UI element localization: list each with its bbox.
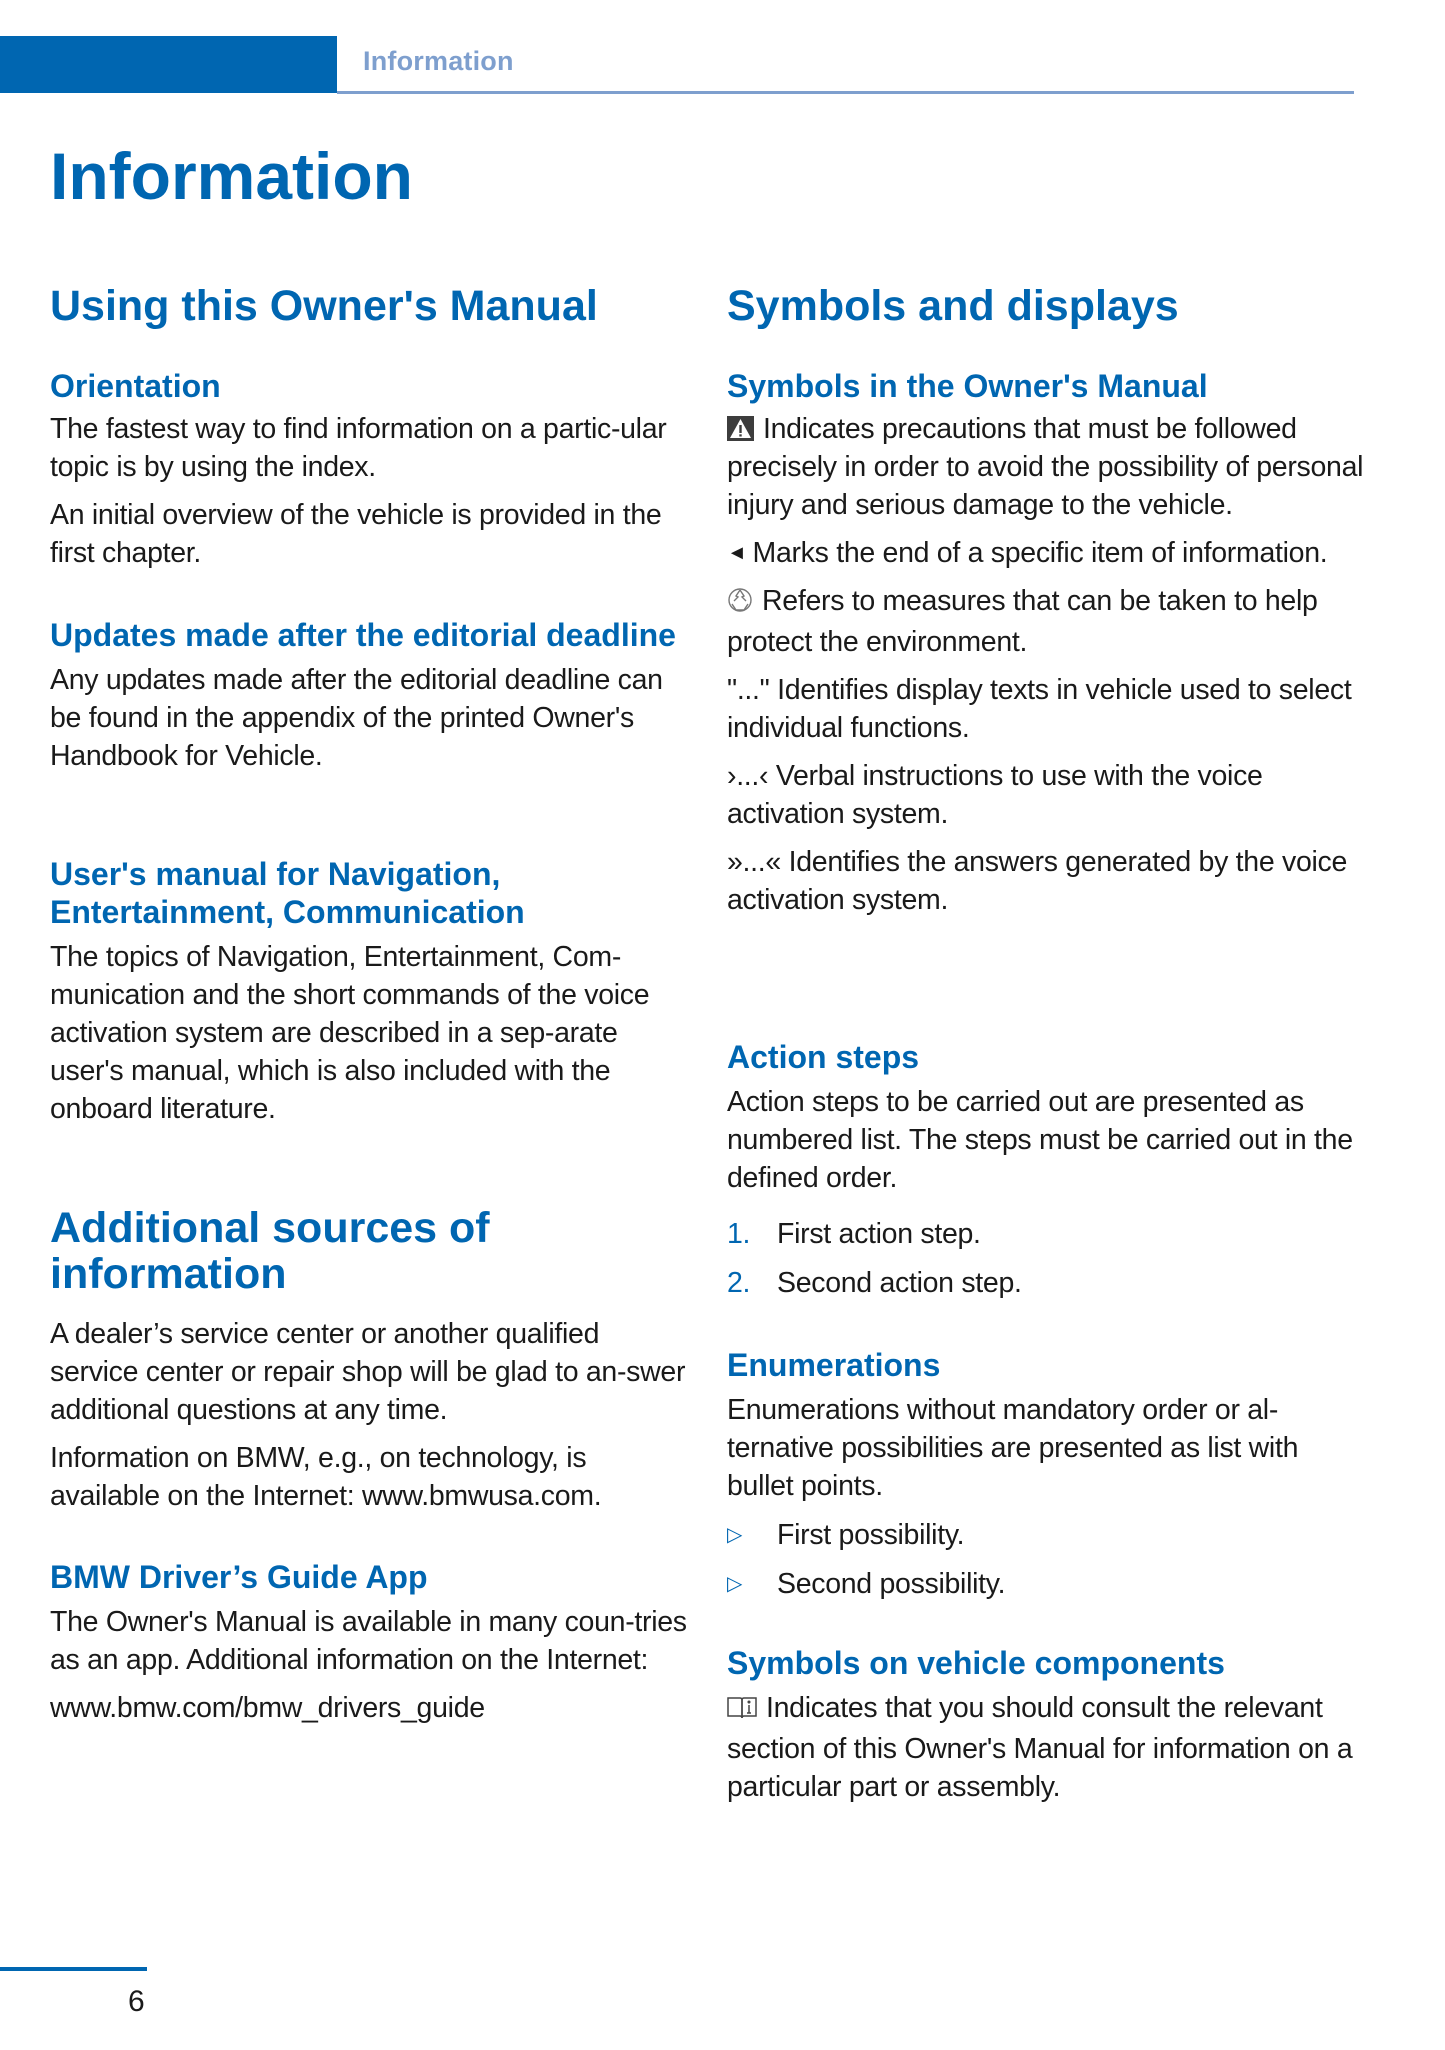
- symbol-item-verbal-text: Verbal instructions to use with the voice activation system.: [727, 760, 1263, 830]
- recycling-icon: [727, 585, 753, 623]
- subsection-title-nav-manual: User's manual for Navigation, Entertainment, Communication: [50, 856, 525, 930]
- subsection-action-steps: [727, 1038, 1367, 1302]
- symbol-item-display-text: [727, 671, 1367, 747]
- bullet-list-item: [727, 1516, 1367, 1554]
- section-title-symbols-displays: Symbols and displays: [727, 282, 1179, 330]
- warning-triangle-icon: [727, 416, 754, 441]
- page-number: 6: [128, 1985, 145, 2018]
- subsection-orientation: [50, 367, 690, 572]
- additional-sources-paragraph-2: Information on BMW, e.g., on technology, is available on the Internet: www.bmwusa.com.: [50, 1442, 602, 1512]
- section-using-manual: [50, 283, 690, 329]
- subsection-updates: [50, 616, 690, 775]
- symbol-item-recycling: [727, 582, 1367, 661]
- vehicle-symbol-item: [727, 1689, 1367, 1806]
- subsection-title-action-steps: Action steps: [727, 1039, 920, 1075]
- subsection-drivers-guide: [50, 1558, 690, 1727]
- end-mark-icon: ◄: [727, 542, 747, 564]
- bullet-list-item: [727, 1565, 1367, 1603]
- section-title-additional-sources: Additional sources of information: [50, 1204, 490, 1298]
- enumerations-paragraph: Enumerations without mandatory order or al-ternative possibilities are presented as list with bullet points.: [727, 1394, 1299, 1502]
- numbered-list-item: [727, 1215, 1367, 1253]
- step-text: Second action step.: [777, 1267, 1022, 1299]
- subsection-title-symbols-manual: Symbols in the Owner's Manual: [727, 368, 1208, 404]
- bullet-triangle-icon: ▷: [727, 1524, 743, 1546]
- action-steps-paragraph: Action steps to be carried out are presented as numbered list. The steps must be carried out in the defined order.: [727, 1086, 1353, 1194]
- header-rule: [337, 91, 1354, 94]
- drivers-guide-paragraph: The Owner's Manual is available in many coun-tries as an app. Additional information on the Internet:: [50, 1606, 687, 1676]
- subsection-title-orientation: Orientation: [50, 368, 221, 404]
- verbal-instruction-marker: ›...‹: [727, 760, 769, 792]
- subsection-title-updates: Updates made after the editorial deadline: [50, 617, 676, 653]
- bullet-text: Second possibility.: [777, 1568, 1006, 1600]
- symbol-item-verbal: [727, 757, 1367, 833]
- symbol-item-recycling-text: Refers to measures that can be taken to help protect the environment.: [727, 585, 1318, 658]
- symbol-item-end-mark-text: Marks the end of a specific item of information.: [752, 537, 1328, 569]
- bullet-triangle-icon: ▷: [727, 1573, 743, 1595]
- symbol-item-end-mark: [727, 534, 1367, 572]
- subsection-title-enumerations: Enumerations: [727, 1347, 941, 1383]
- step-text: First action step.: [777, 1218, 981, 1250]
- orientation-paragraph-1: The fastest way to find information on a partic-ular topic is by using the index.: [50, 413, 667, 483]
- display-text-quote-marker: "...": [727, 674, 770, 706]
- section-title-using-manual: Using this Owner's Manual: [50, 282, 598, 330]
- manual-book-info-icon: [727, 1692, 757, 1730]
- symbol-item-answers-text: Identifies the answers generated by the voice activation system.: [727, 846, 1348, 916]
- subsection-enumerations: [727, 1346, 1367, 1603]
- additional-sources-paragraph-1: A dealer’s service center or another qualified service center or repair shop will be glad to an-swer additional questions at any time.: [50, 1318, 686, 1426]
- step-number: 1.: [727, 1218, 751, 1250]
- running-title: Information: [363, 46, 514, 76]
- drivers-guide-link[interactable]: www.bmw.com/bmw_drivers_guide: [50, 1692, 485, 1724]
- subsection-title-drivers-guide: BMW Driver’s Guide App: [50, 1559, 428, 1595]
- symbol-item-warning-text: Indicates precautions that must be followed precisely in order to avoid the possibility of personal injury and serious damage to the vehicle.: [727, 413, 1364, 521]
- symbol-item-answers: [727, 843, 1367, 919]
- header-accent-bar: [0, 36, 337, 93]
- subsection-title-vehicle-symbols: Symbols on vehicle components: [727, 1645, 1225, 1681]
- section-symbols-displays: [727, 283, 1367, 329]
- step-number: 2.: [727, 1267, 751, 1299]
- bullet-text: First possibility.: [777, 1519, 965, 1551]
- vehicle-symbol-item-text: Indicates that you should consult the relevant section of this Owner's Manual for information on a particular part or assembly.: [727, 1692, 1353, 1803]
- page-title: Information: [50, 139, 413, 213]
- symbol-item-warning: [727, 410, 1367, 524]
- subsection-vehicle-symbols: [727, 1644, 1367, 1806]
- numbered-list-item: [727, 1264, 1367, 1302]
- footer-rule: [0, 1967, 147, 1971]
- updates-paragraph: Any updates made after the editorial deadline can be found in the appendix of the printed Owner's Handbook for Vehicle.: [50, 664, 663, 772]
- subsection-nav-manual: [50, 855, 690, 1128]
- subsection-symbols-manual: [727, 367, 1367, 919]
- orientation-paragraph-2: An initial overview of the vehicle is provided in the first chapter.: [50, 499, 662, 569]
- nav-manual-paragraph: The topics of Navigation, Entertainment, Com-munication and the short commands of the voice activation system are described in a sep-arate user's manual, which is also included with the onboard literature.: [50, 941, 650, 1125]
- symbol-item-display-text-text: Identifies display texts in vehicle used to select individual functions.: [727, 674, 1352, 744]
- section-additional-sources: [50, 1205, 690, 1515]
- answer-marker: »...«: [727, 846, 781, 878]
